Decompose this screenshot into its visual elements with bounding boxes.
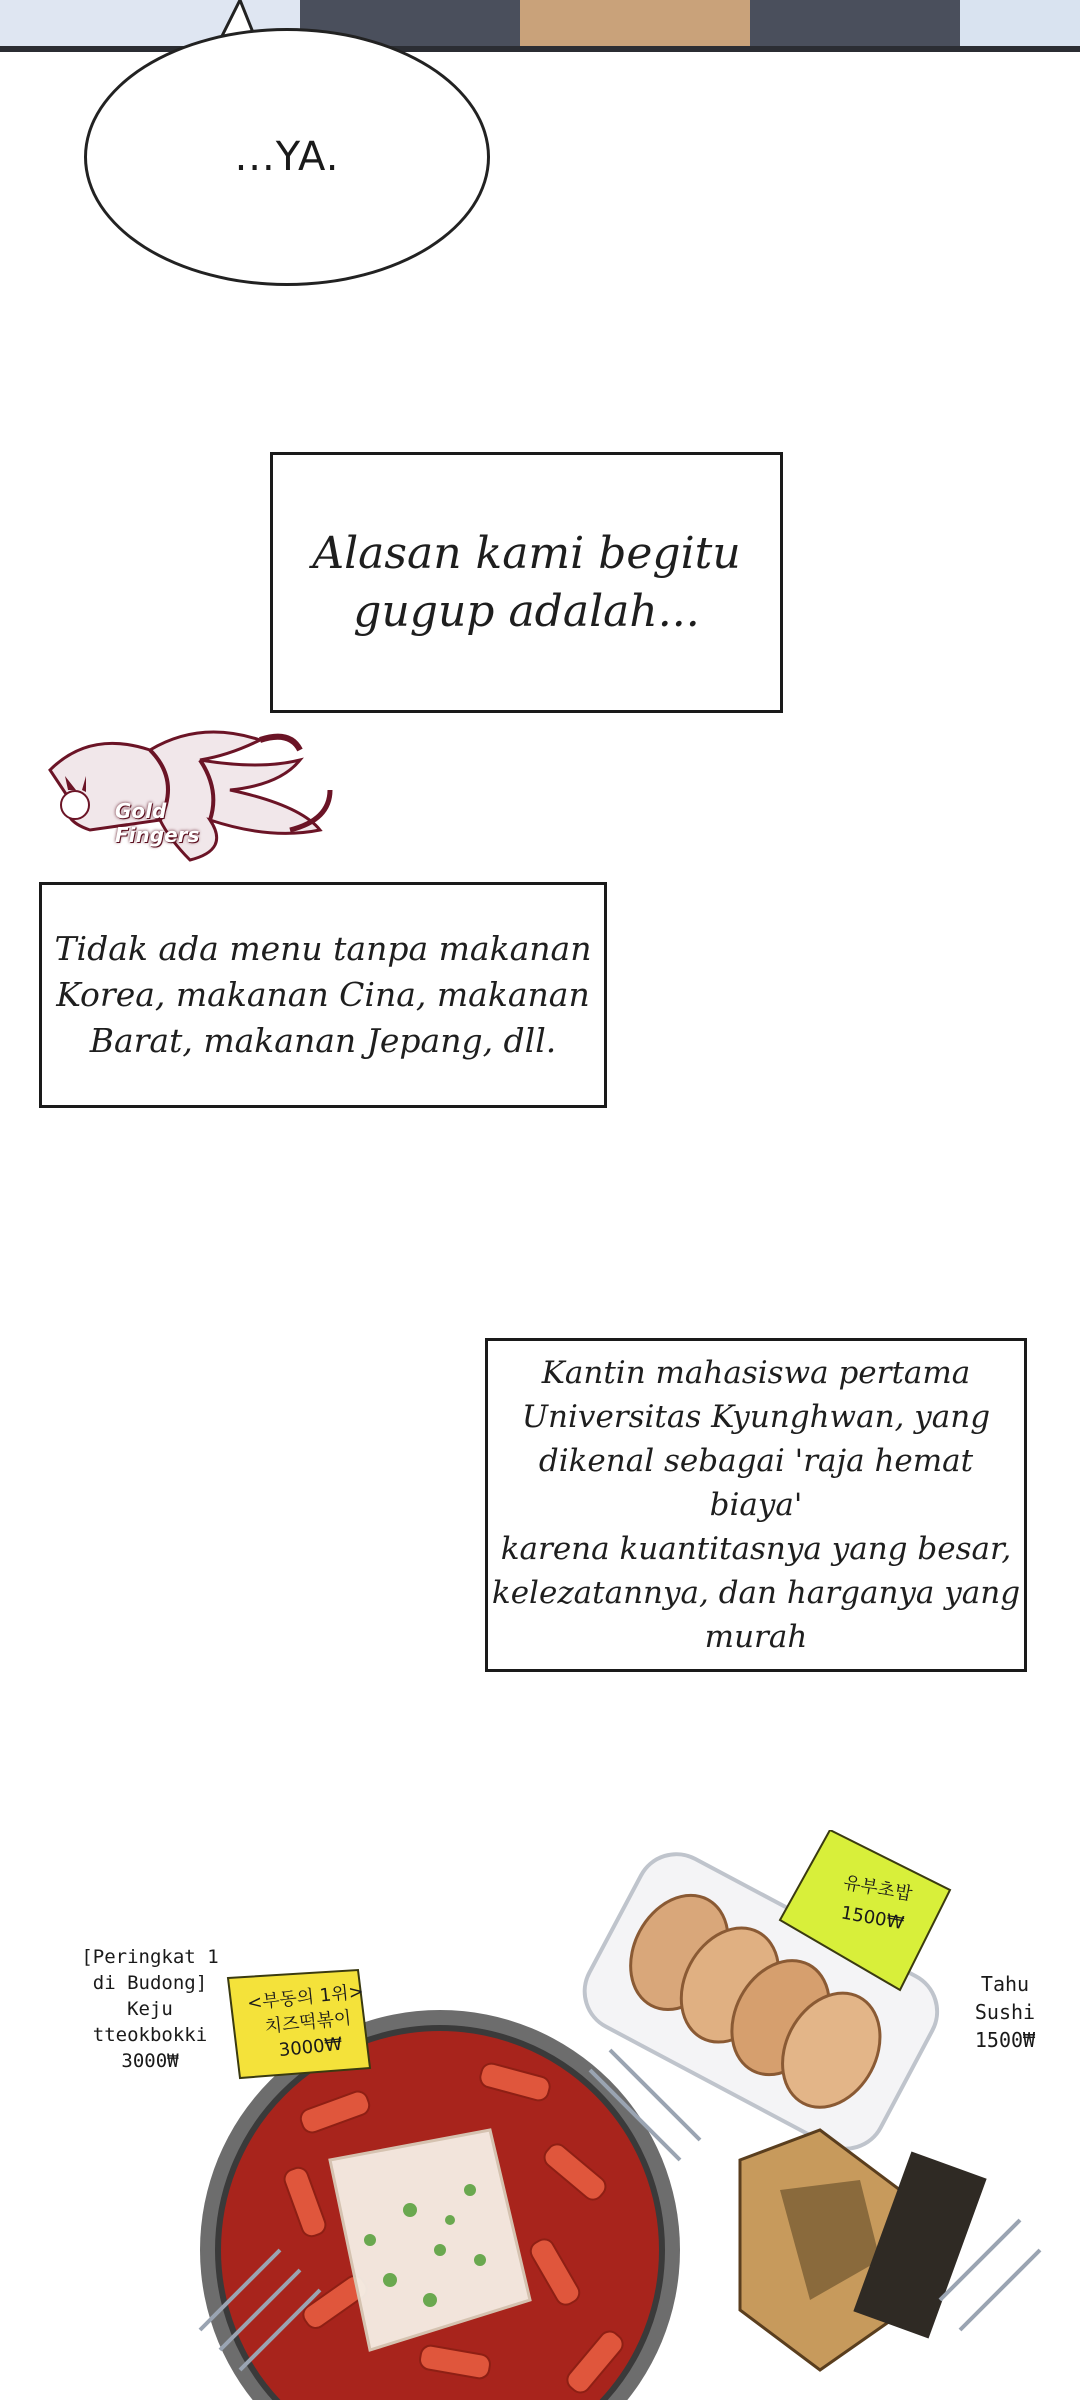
narration-box: Kantin mahasiswa pertama Universitas Kyunghwan, yang dikenal sebagai 'raja hemat biaya' karena kuantitasnya yang besar, kelezatannya, dan harganya yang murah (485, 1338, 1027, 1672)
tteokbokki-label: [Peringkat 1 di Budong] Keju tteokbokki 3000₩ (81, 1946, 219, 2072)
sushi-label: Tahu Sushi 1500₩ (974, 1972, 1036, 2052)
panel-border (0, 46, 1080, 52)
sticky-note-left-text: <부동의 1위> 치즈떡볶이 3000₩ (246, 1981, 365, 2062)
panel-fragment (960, 0, 1080, 46)
speech-bubble-text: ...YA. (234, 134, 340, 180)
narration-box: Tidak ada menu tanpa makanan Korea, makanan Cina, makanan Barat, makanan Jepang, dll. (39, 882, 607, 1108)
fried-food (740, 2130, 987, 2370)
narration-box: Alasan kami begitu gugup adalah... (270, 452, 783, 713)
speech-bubble (84, 28, 490, 286)
panel-fragment (520, 0, 750, 46)
previous-panel-strip (0, 0, 1080, 52)
watermark-text: Gold Fingers (115, 799, 200, 847)
sticky-note-right-text: 유부초밥 1500₩ (839, 1872, 914, 1935)
food-illustration (180, 1830, 1080, 2400)
